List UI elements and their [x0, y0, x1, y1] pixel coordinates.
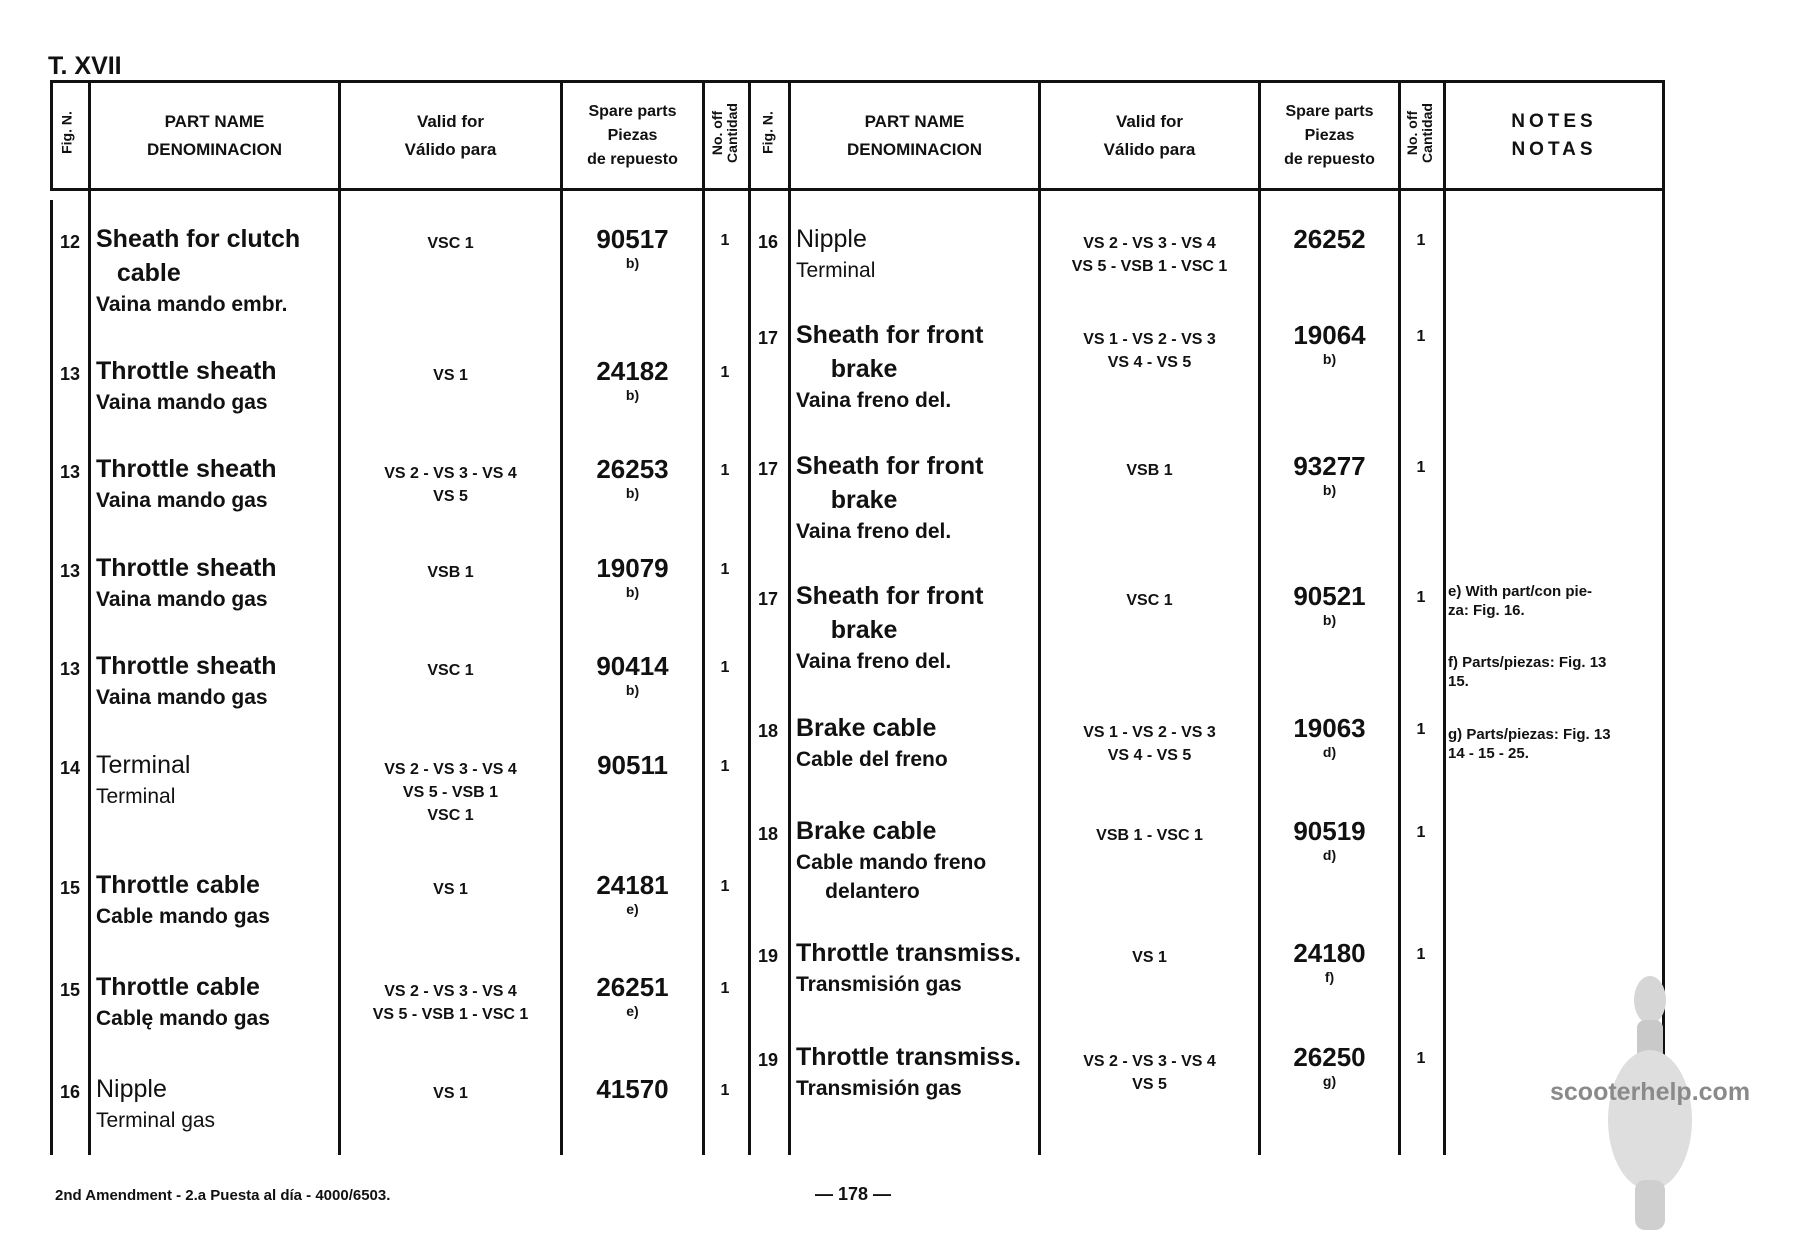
part-name [96, 649, 277, 712]
header-fig: Fig. N. [58, 111, 75, 154]
fig-number: 12 [59, 232, 81, 252]
part-name-en: Throttle cable [96, 871, 260, 899]
part-note-ref: b) [1322, 482, 1337, 498]
part-note-ref: b) [1322, 351, 1337, 367]
quantity: 1 [720, 1082, 730, 1099]
part-note-ref: b) [625, 255, 640, 271]
part-name-es: Terminal gas [96, 1109, 216, 1132]
part-note-ref: e) [626, 901, 639, 917]
fig-number: 17 [757, 328, 779, 348]
part-number [563, 651, 702, 699]
part-name [796, 936, 1021, 999]
header-part-name [791, 83, 1038, 188]
part-number [563, 972, 702, 1020]
fig-number: 13 [59, 364, 81, 384]
part-name-en: Sheath for front brake [796, 321, 984, 383]
part-number [1261, 713, 1398, 761]
part-name [796, 579, 984, 676]
header-notes-en: NOTES [1511, 110, 1597, 132]
fig-number: 15 [59, 980, 81, 1000]
quantity: 1 [1416, 824, 1426, 841]
valid-for: VS 2 - VS 3 - VS 4 VS 5 - VSB 1 - VSC 1 [372, 983, 529, 1023]
part-number-value: 90414 [596, 651, 669, 681]
part-name-es: Cable mando freno delantero [796, 851, 987, 903]
part-name [796, 318, 984, 415]
note-e: e) With part/con pie- za: Fig. 16. [1448, 583, 1593, 619]
footer-amendment: 2nd Amendment - 2.a Puesta al día - 4000/6503. [55, 1187, 391, 1204]
part-number-value: 90521 [1293, 581, 1366, 611]
part-name-en: Sheath for front brake [796, 582, 984, 644]
parts-table [50, 80, 1665, 1155]
part-note-ref: b) [625, 682, 640, 698]
part-number-value: 26251 [596, 972, 669, 1002]
part-number [563, 553, 702, 601]
valid-for: VSB 1 - VSC 1 [1096, 827, 1203, 844]
part-name [796, 1040, 1021, 1103]
part-name-en: Brake cable [796, 817, 937, 845]
part-name-en: Sheath for clutch cable [96, 225, 301, 287]
part-number [563, 870, 702, 918]
part-number [1261, 938, 1398, 986]
valid-for: VS 1 [433, 367, 468, 384]
part-name [796, 711, 948, 774]
part-name [796, 449, 984, 546]
part-number [1261, 816, 1398, 864]
part-name-en: Throttle sheath [96, 554, 277, 582]
part-number-value: 19063 [1293, 713, 1366, 743]
part-number-value: 26252 [1293, 224, 1366, 254]
part-name [796, 222, 875, 285]
part-name-es: Vaina freno del. [796, 650, 952, 673]
valid-for: VS 1 [1132, 949, 1167, 966]
part-name-en: Nipple [796, 225, 867, 253]
valid-for: VS 1 [433, 881, 468, 898]
part-name [96, 551, 277, 614]
valid-for: VS 2 - VS 3 - VS 4 VS 5 - VSB 1 VSC 1 [384, 761, 517, 824]
part-number [563, 454, 702, 502]
part-note-ref: b) [625, 387, 640, 403]
part-note-ref: e) [626, 1003, 639, 1019]
part-name-en: Throttle sheath [96, 455, 277, 483]
header-qty-es: Cantidad [724, 103, 740, 163]
header-fig: Fig. N. [759, 111, 776, 154]
part-name [96, 868, 270, 931]
part-name-en: Terminal [96, 751, 191, 779]
part-number-value: 19079 [596, 553, 669, 583]
quantity: 1 [720, 758, 730, 775]
part-number-value: 26250 [1293, 1042, 1366, 1072]
part-note-ref: d) [1322, 847, 1337, 863]
header-qty [1405, 93, 1435, 173]
quantity: 1 [720, 659, 730, 676]
col-divider [1443, 80, 1446, 1155]
page-title: T. XVII [48, 52, 122, 80]
note-g: g) Parts/piezas: Fig. 13 14 - 15 - 25. [1448, 726, 1611, 762]
fig-number: 16 [757, 232, 779, 252]
part-name-es: Transmisión gas [796, 1077, 962, 1100]
header-valid-en: Valid for [416, 111, 485, 131]
col-divider [702, 80, 705, 1155]
valid-for: VSC 1 [427, 662, 474, 679]
fig-number: 15 [59, 878, 81, 898]
quantity: 1 [1416, 721, 1426, 738]
quantity: 1 [1416, 946, 1426, 963]
quantity: 1 [720, 364, 730, 381]
part-name-en: Throttle transmiss. [796, 1043, 1022, 1071]
valid-for: VS 2 - VS 3 - VS 4 VS 5 [1083, 1053, 1216, 1093]
part-name [96, 1072, 215, 1135]
part-note-ref: b) [625, 485, 640, 501]
part-name-es: Terminal [796, 259, 876, 282]
valid-for: VS 2 - VS 3 - VS 4 VS 5 - VSB 1 - VSC 1 [1071, 235, 1228, 275]
part-number [1261, 1042, 1398, 1090]
fig-number: 18 [757, 824, 779, 844]
header-valid-for [1041, 83, 1258, 188]
part-name-es: Vaina mando gas [96, 588, 268, 611]
part-name-es: Cable del freno [796, 748, 948, 771]
quantity: 1 [720, 980, 730, 997]
fig-number: 13 [59, 462, 81, 482]
fig-number: 19 [757, 946, 779, 966]
valid-for: VSC 1 [427, 235, 474, 252]
part-name [96, 222, 300, 319]
part-name [96, 748, 190, 811]
part-number [1261, 451, 1398, 499]
part-number-value: 24181 [596, 870, 669, 900]
header-valid-for [341, 83, 560, 188]
valid-for: VS 2 - VS 3 - VS 4 VS 5 [384, 465, 517, 505]
part-name [96, 354, 277, 417]
valid-for: VS 1 - VS 2 - VS 3 VS 4 - VS 5 [1083, 331, 1216, 371]
part-number-value: 26253 [596, 454, 669, 484]
quantity: 1 [1416, 232, 1426, 249]
header-valid-es: Válido para [404, 139, 497, 159]
header-part-name [91, 83, 338, 188]
header-spare-en: Spare parts [1285, 102, 1374, 120]
fig-number: 17 [757, 589, 779, 609]
valid-for: VS 1 [433, 1085, 468, 1102]
header-qty [710, 93, 740, 173]
header-qty-en: No. off [1404, 110, 1420, 156]
header-spare-en: Spare parts [588, 102, 677, 120]
fig-number: 13 [59, 561, 81, 581]
quantity: 1 [1416, 589, 1426, 606]
quantity: 1 [720, 462, 730, 479]
header-bottom-rule [50, 188, 1665, 191]
note-f: f) Parts/piezas: Fig. 13 15. [1448, 654, 1607, 690]
header-spare-es2: de repuesto [1284, 150, 1375, 168]
part-number [563, 356, 702, 404]
part-name-es: Vaina mando gas [96, 489, 268, 512]
valid-for: VSB 1 [1126, 462, 1173, 479]
part-name [796, 814, 986, 906]
page-number: — 178 — [815, 1184, 892, 1204]
quantity: 1 [1416, 459, 1426, 476]
part-number [563, 224, 702, 272]
header-qty-en: No. off [709, 110, 725, 156]
fig-number: 14 [59, 758, 81, 778]
header-valid-es: Válido para [1103, 139, 1196, 159]
fig-number: 17 [757, 459, 779, 479]
header-part-name-es: DENOMINACION [846, 139, 983, 159]
part-name-en: Nipple [96, 1075, 167, 1103]
part-name-en: Throttle transmiss. [796, 939, 1022, 967]
header-part-name-en: PART NAME [864, 111, 965, 131]
header-qty-es: Cantidad [1419, 103, 1435, 163]
part-name-es: Cable mando gas [96, 905, 270, 928]
valid-for: VSC 1 [1126, 592, 1173, 609]
part-number [563, 1074, 702, 1104]
part-note-ref: d) [1322, 744, 1337, 760]
part-number-value: 41570 [596, 1074, 669, 1104]
valid-for: VS 1 - VS 2 - VS 3 VS 4 - VS 5 [1083, 724, 1216, 764]
part-number-value: 90511 [597, 750, 668, 780]
header-spare-es: Piezas [1304, 126, 1355, 144]
quantity: 1 [720, 878, 730, 895]
part-name-es: Transmisión gas [796, 973, 962, 996]
part-name-en: Sheath for front brake [796, 452, 984, 514]
header-valid-en: Valid for [1115, 111, 1184, 131]
quantity: 1 [720, 561, 730, 578]
part-name-es: Vaina mando gas [96, 391, 268, 414]
fig-number: 16 [59, 1082, 81, 1102]
col-divider [1398, 80, 1401, 1155]
header-part-name-es: DENOMINACION [146, 139, 283, 159]
fig-number: 18 [757, 721, 779, 741]
part-name-es: Vaina mando gas [96, 686, 268, 709]
header-spare-es2: de repuesto [587, 150, 678, 168]
col-divider [50, 80, 53, 191]
part-name-es: Vaina freno del. [796, 389, 952, 412]
header-spare-es: Piezas [607, 126, 658, 144]
part-number [1261, 581, 1398, 629]
part-note-ref: f) [1324, 969, 1335, 985]
part-number [1261, 320, 1398, 368]
part-name-es: Terminal [96, 785, 176, 808]
part-name-es: Vaina freno del. [796, 520, 952, 543]
watermark: scooterhelp.com [1550, 1078, 1751, 1106]
part-name-en: Brake cable [796, 714, 937, 742]
part-number-value: 93277 [1293, 451, 1366, 481]
part-number [563, 750, 702, 780]
quantity: 1 [720, 232, 730, 249]
part-note-ref: b) [1322, 612, 1337, 628]
part-number-value: 90517 [596, 224, 669, 254]
header-spare-parts [563, 83, 702, 188]
part-name-es: Cablę mando gas [96, 1007, 270, 1030]
part-number-value: 24182 [596, 356, 669, 386]
quantity: 1 [1416, 328, 1426, 345]
part-name-en: Throttle sheath [96, 357, 277, 385]
part-name-en: Throttle cable [96, 973, 260, 1001]
part-name-es: Vaina mando embr. [96, 293, 288, 316]
part-number-value: 24180 [1293, 938, 1366, 968]
quantity: 1 [1416, 1050, 1426, 1067]
col-divider [788, 80, 791, 1155]
header-notes [1446, 83, 1662, 188]
part-name-en: Throttle sheath [96, 652, 277, 680]
part-number-value: 90519 [1293, 816, 1366, 846]
part-number-value: 19064 [1293, 320, 1366, 350]
fig-number: 13 [59, 659, 81, 679]
part-note-ref: b) [625, 584, 640, 600]
header-part-name-en: PART NAME [164, 111, 265, 131]
valid-for: VSB 1 [427, 564, 474, 581]
part-name [96, 970, 270, 1033]
part-number [1261, 224, 1398, 254]
part-note-ref: g) [1322, 1073, 1337, 1089]
part-name [96, 452, 277, 515]
header-spare-parts [1261, 83, 1398, 188]
fig-number: 19 [757, 1050, 779, 1070]
header-notes-es: NOTAS [1511, 138, 1597, 160]
